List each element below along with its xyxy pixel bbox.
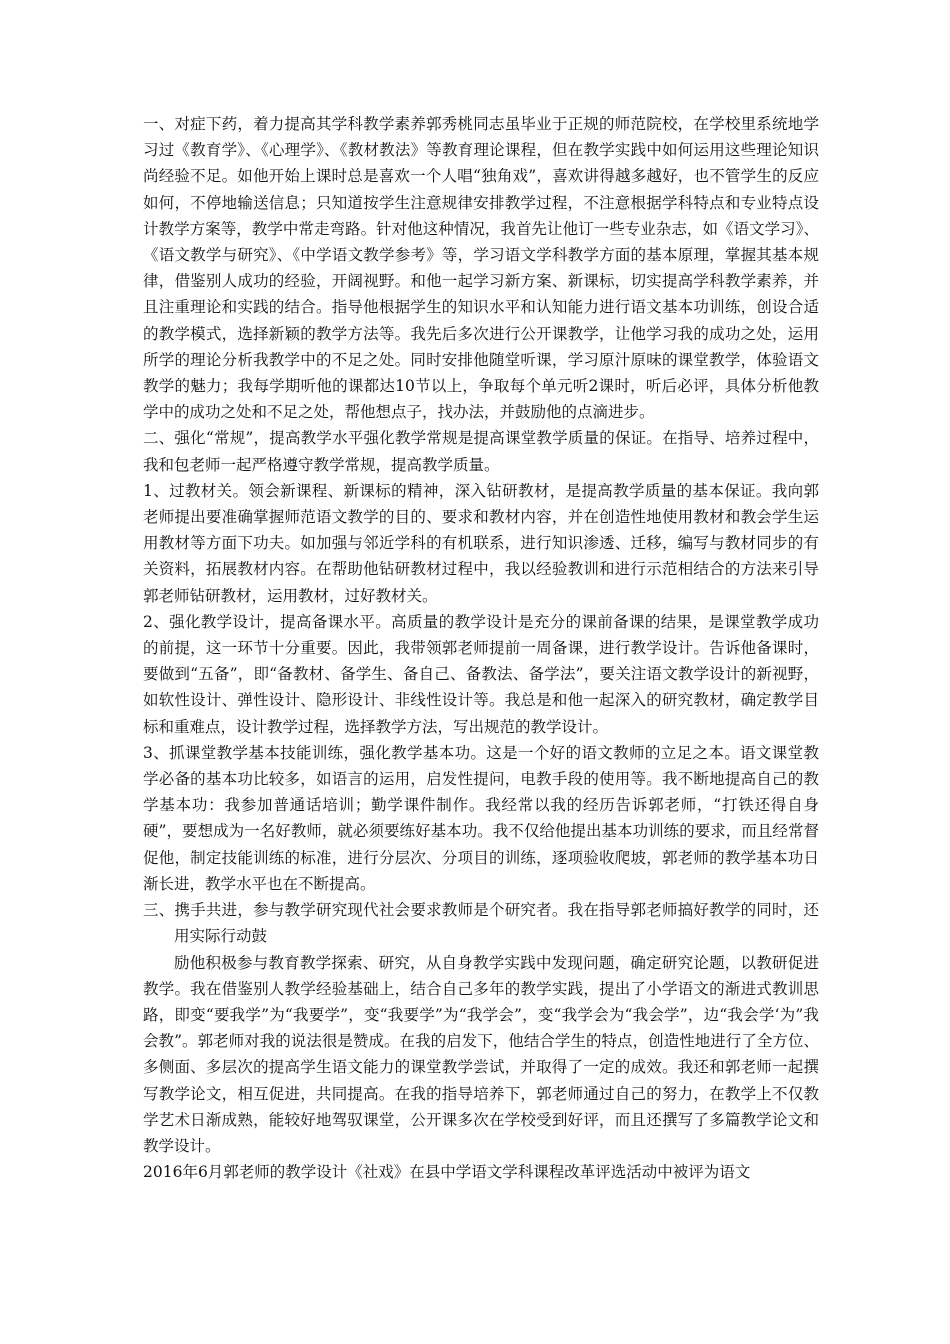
paragraph-1: 一、对症下药，着力提高其学科教学素养郭秀桃同志虽毕业于正规的师范院校，在学校里系统地学习过《教育学》、《心理学》、《教材教法》等教育理论课程，但在教学实践中如何运用这些理论知识尚经验不足。如他开始上课时总是喜欢一个人唱“独角戏”，喜欢讲得越多越好，也不管学生的反应如何，不停地输送信息；只知道按学生注意规律安排教学过程，不注意根据学科特点和专业特点设计教学方案等，教学中常走弯路。针对他这种情况，我首先让他订一些专业杂志，如《语文学习》、《语文教学与研究》、《中学语文教学参考》等，学习语文学科教学方面的基本原理，掌握其基本规律，借鉴别人成功的经验，开阔视野。和他一起学习新方案、新课标，切实提高学科教学素养，并且注重理论和实践的结合。指导他根据学生的知识水平和认知能力进行语文基本功训练，创设合适的教学模式，选择新颖的教学方法等。我先后多次进行公开课教学，让他学习我的成功之处，运用所学的理论分析我教学中的不足之处。同时安排他随堂听课，学习原汁原味的课堂教学，体验语文教学的魅力；我每学期听他的课都达10节以上，争取每个单元听2课时，听后必评，具体分析他教学中的成功之处和不足之处，帮他想点子，找办法，并鼓励他的点滴进步。 xyxy=(143,115,819,422)
document-body xyxy=(143,111,819,1185)
paragraph-6: 三、携手共进，参与教学研究现代社会要求教师是个研究者。我在指导郭老师搞好教学的同时，还用实际行动鼓 xyxy=(143,901,819,946)
paragraph-3: 1、过教材关。领会新课程、新课标的精神，深入钻研教材，是提高教学质量的基本保证。我向郭老师提出要准确掌握师范语文教学的目的、要求和教材内容，并在创造性地使用教材和教会学生运用教材等方面下功夫。如加强与邻近学科的有机联系，进行知识渗透、迁移，编写与教材同步的有关资料，拓展教材内容。在帮助他钻研教材过程中，我以经验教训和进行示范相结合的方法来引导郭老师钻研教材，运用教材，过好教材关。 xyxy=(143,481,819,605)
paragraph-4: 2、强化教学设计，提高备课水平。高质量的教学设计是充分的课前备课的结果，是课堂教学成功的前提，这一环节十分重要。因此，我带领郭老师提前一周备课，进行教学设计。告诉他备课时，要做到“五备”，即“备教材、备学生、备自己、备教法、备学法”，要关注语文教学设计的新视野，如软性设计、弹性设计、隐形设计、非线性设计等。我总是和他一起深入的研究教材，确定教学目标和重难点，设计教学过程，选择教学方法，写出规范的教学设计。 xyxy=(143,612,819,736)
paragraph-2: 二、强化“常规”，提高教学水平强化教学常规是提高课堂教学质量的保证。在指导、培养过程中，我和包老师一起严格遵守教学常规，提高教学质量。 xyxy=(143,429,819,474)
paragraph-5: 3、抓课堂教学基本技能训练，强化教学基本功。这是一个好的语文教师的立足之本。语文课堂教学必备的基本功比较多，如语言的运用，启发性提问，电教手段的使用等。我不断地提高自己的教学基本功：我参加普通话培训；勤学课件制作。我经常以我的经历告诉郭老师，“打铁还得自身硬”，要想成为一名好教师，就必须要练好基本功。我不仅给他提出基本功训练的要求，而且经常督促他，制定技能训练的标准，进行分层次、分项目的训练，逐项验收爬坡，郭老师的教学基本功日渐长进，教学水平也在不断提高。 xyxy=(143,743,819,893)
paragraph-7: 励他积极参与教育教学探索、研究，从自身教学实践中发现问题，确定研究论题，以教研促进教学。我在借鉴别人教学经验基础上，结合自己多年的教学实践，提出了小学语文的渐进式教训思路，即变“要我学”为“我要学”，变“我要学”为“我学会”，变“我学会为“我会学”，边“我会学‘为”我会教”。郭老师对我的说法很是赞成。在我的启发下，他结合学生的特点，创造性地进行了全方位、多侧面、多层次的提高学生语文能力的课堂教学尝试，并取得了一定的成效。我还和郭老师一起撰写教学论文，相互促进，共同提高。在我的指导培养下，郭老师通过自己的努力，在教学上不仅教学艺术日渐成熟，能较好地驾驭课堂，公开课多次在学校受到好评，而且还撰写了多篇教学论文和教学设计。 xyxy=(143,953,819,1155)
paragraph-8: 2016年6月郭老师的教学设计《社戏》在县中学语文学科课程改革评选活动中被评为语文 xyxy=(143,1163,751,1182)
